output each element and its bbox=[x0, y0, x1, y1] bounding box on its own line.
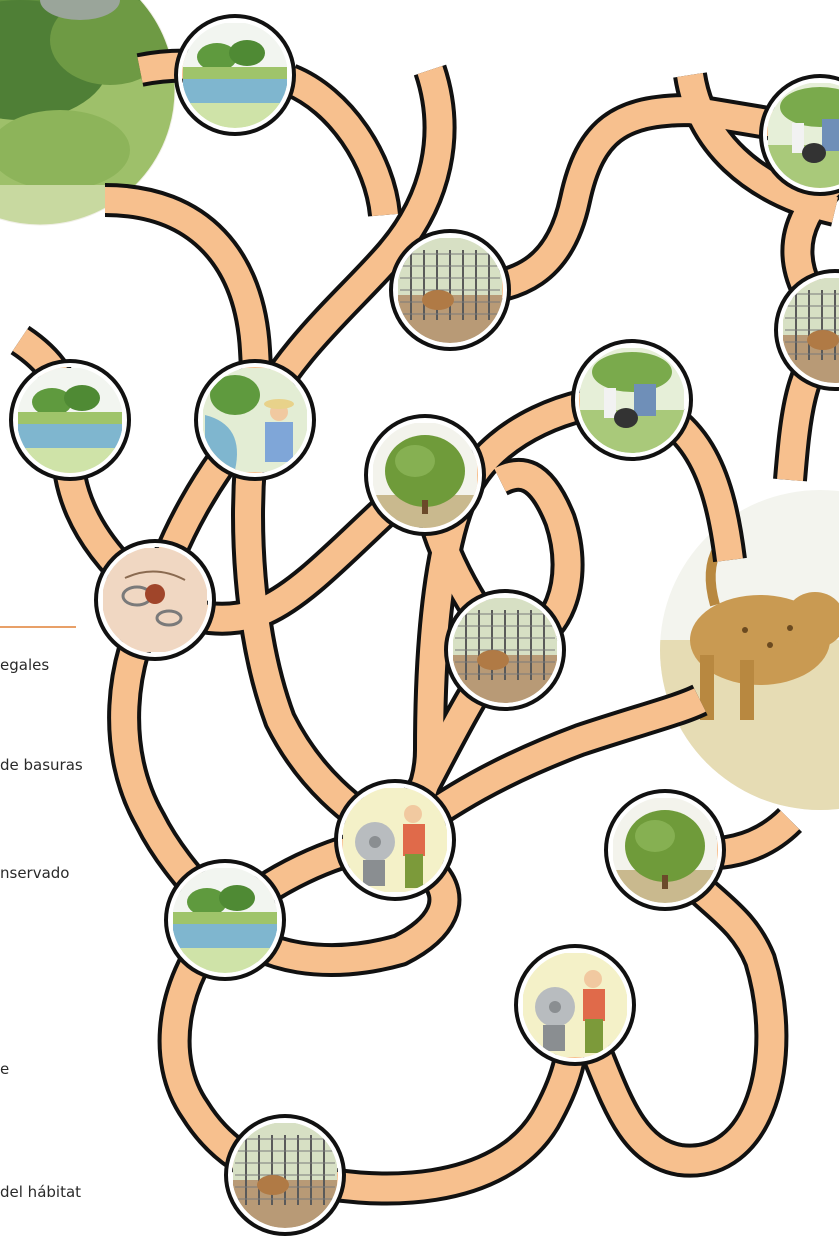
legend-item-1: egales bbox=[0, 656, 50, 674]
pine-tree-icon bbox=[366, 416, 484, 535]
legend-item-3: nservado bbox=[0, 864, 70, 882]
path-segment-1 bbox=[290, 80, 385, 215]
station-picture bbox=[343, 788, 447, 892]
road-worker-icon bbox=[516, 946, 634, 1064]
pond-landscape-icon bbox=[11, 361, 129, 479]
lynx-illustration bbox=[650, 480, 839, 820]
steel-traps-icon bbox=[96, 541, 214, 659]
legend-item-5: del hábitat bbox=[0, 1183, 82, 1201]
fence-barrier-icon bbox=[226, 1116, 344, 1234]
fence-barrier-icon bbox=[446, 591, 564, 709]
fence-barrier-icon bbox=[776, 271, 839, 389]
legend-item-2: de basuras bbox=[0, 756, 83, 774]
pine-tree-icon bbox=[606, 791, 724, 910]
fence-barrier-icon bbox=[391, 231, 509, 349]
legend-divider bbox=[0, 626, 76, 628]
road-worker-icon bbox=[336, 781, 454, 899]
station-picture bbox=[203, 368, 307, 472]
legend-item-4: e bbox=[0, 1060, 10, 1078]
pond-landscape-icon bbox=[166, 861, 284, 979]
station-picture bbox=[523, 953, 627, 1057]
path-outline-4 bbox=[455, 110, 810, 290]
station-picture bbox=[103, 548, 207, 652]
pond-landscape-icon bbox=[176, 16, 294, 134]
litter-cleanup-icon bbox=[573, 341, 691, 460]
hunter-by-river-icon bbox=[196, 361, 314, 479]
